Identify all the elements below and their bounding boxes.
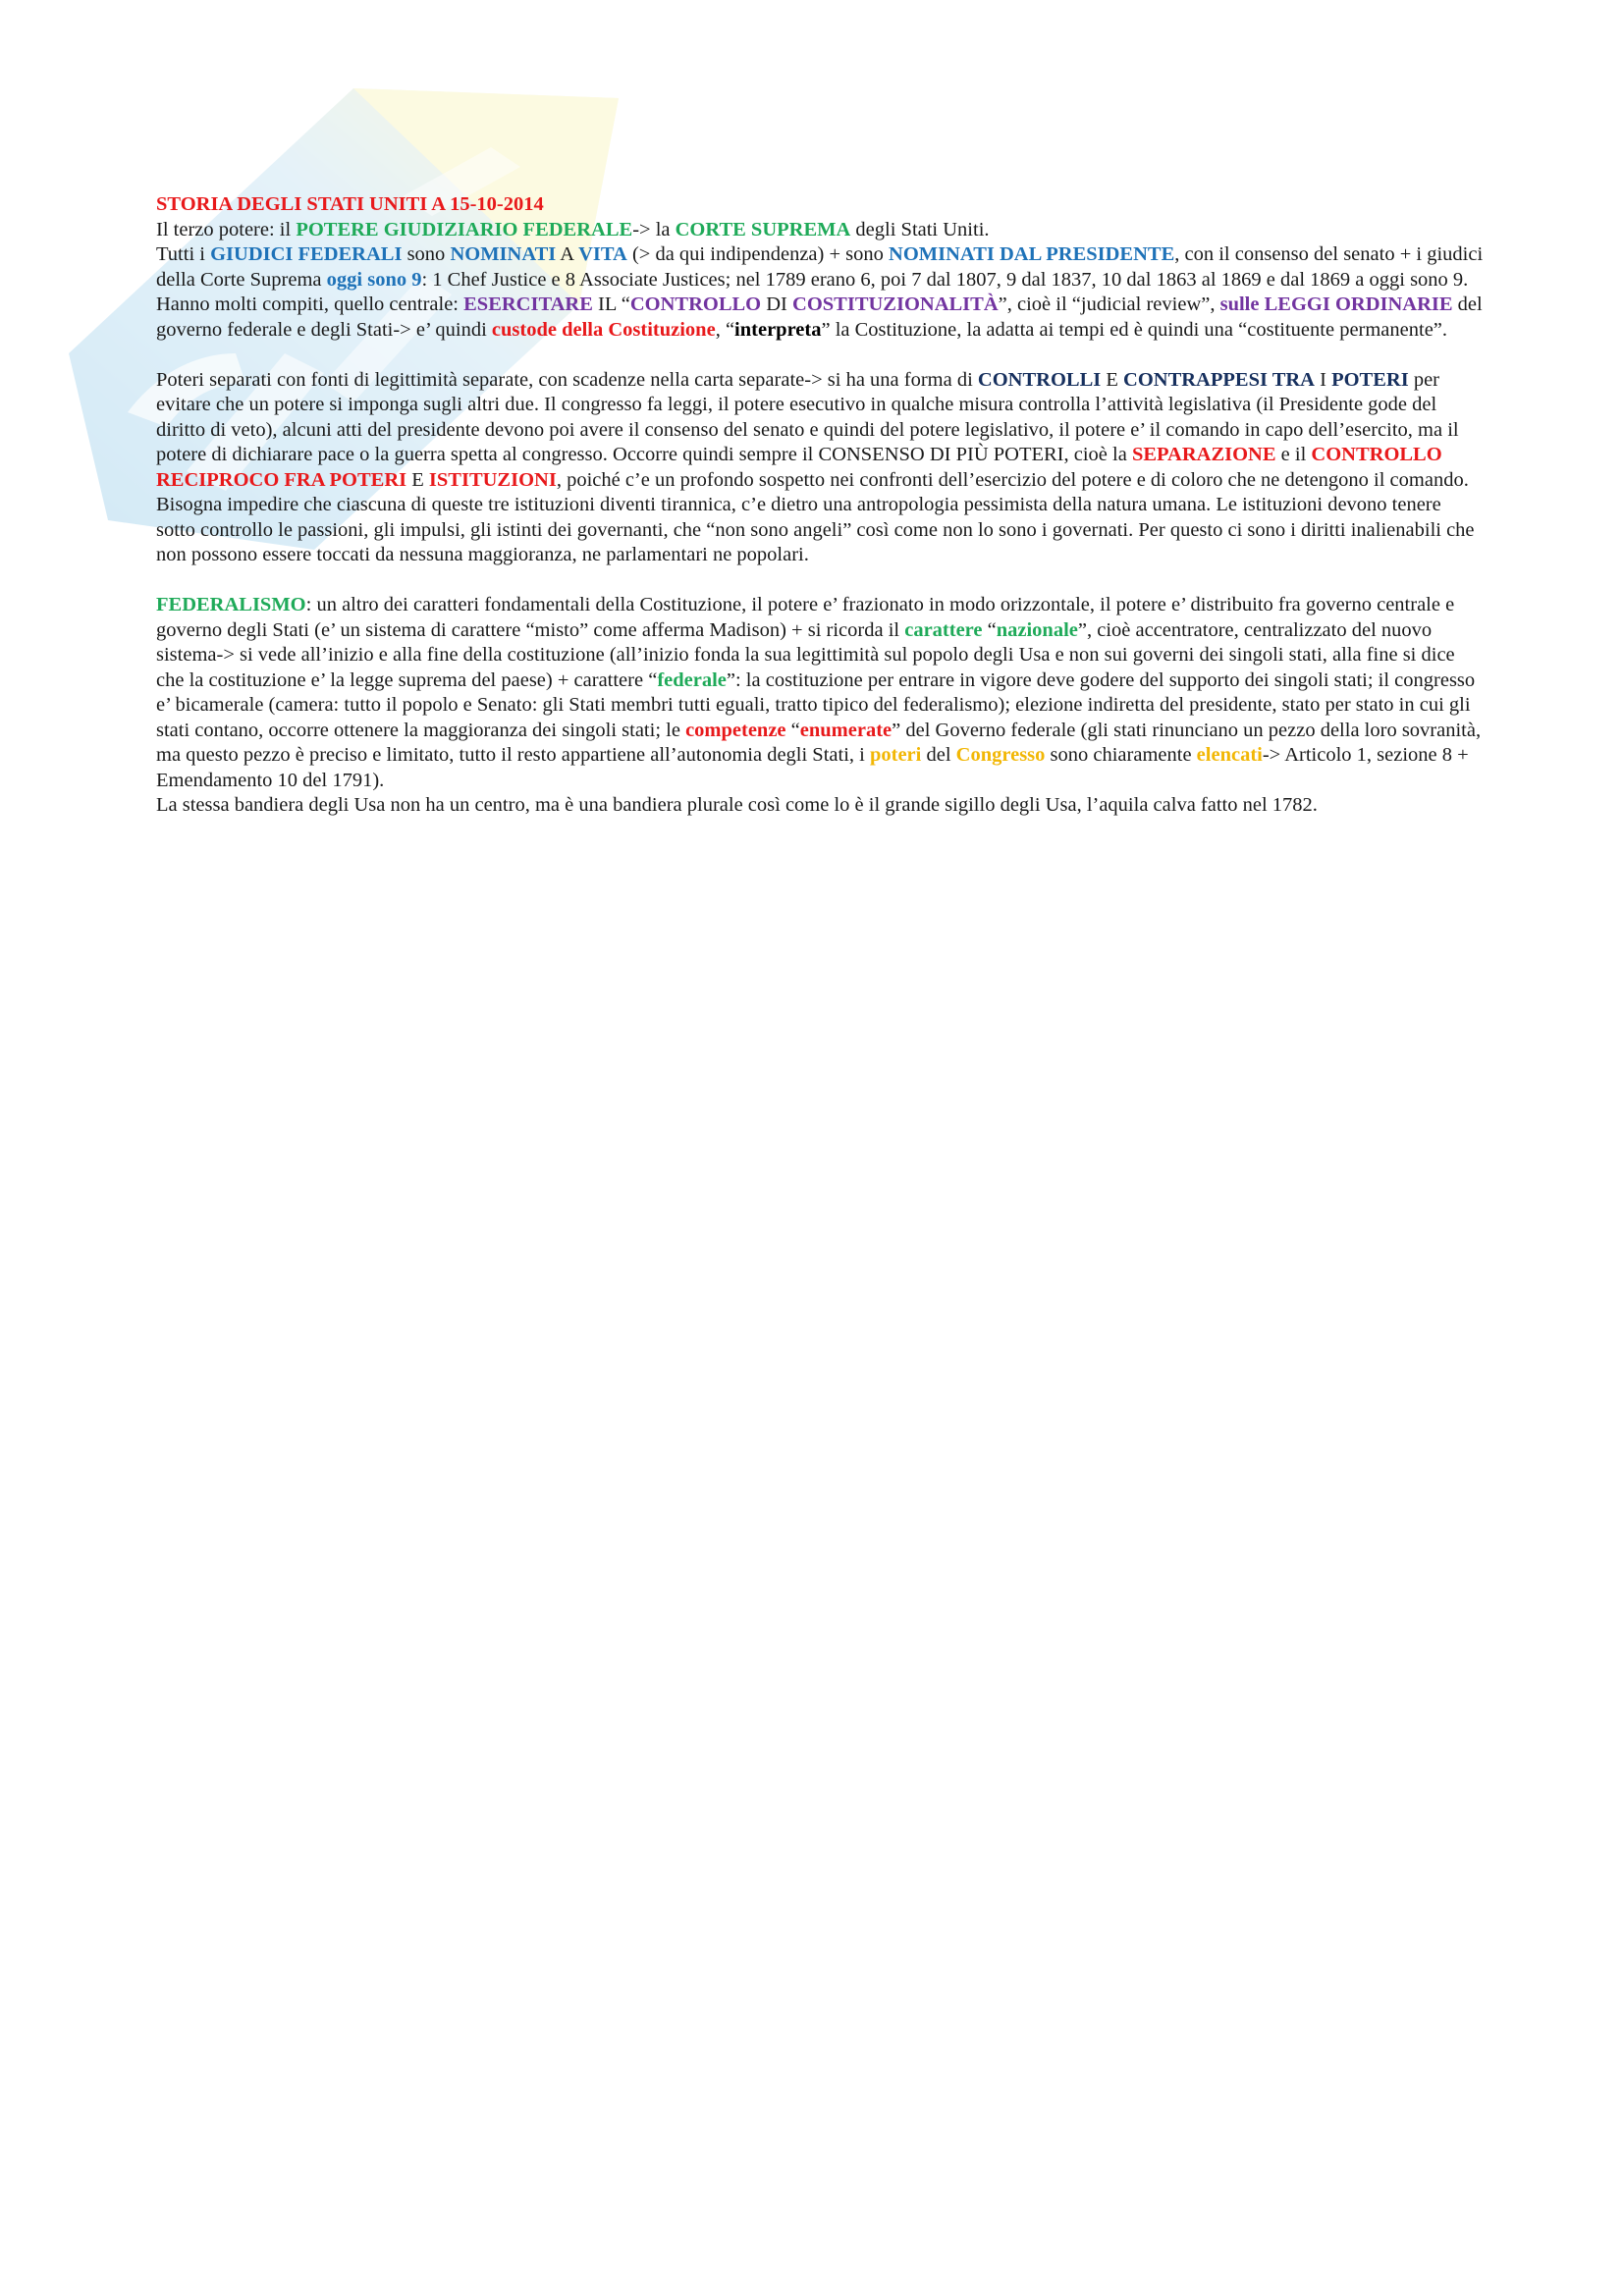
paragraph-separation-of-powers	[156, 368, 1484, 568]
highlight-controllo-reciproco: CONTROLLO RECIPROCO FRA POTERI	[156, 444, 1442, 491]
text-run: -> Articolo 1, sezione 8 + Emendamento 10 del 1791).	[156, 744, 1469, 791]
highlight-elencati: elencati	[1196, 744, 1263, 766]
text-run: : 1 Chef Justice e 8 Associate Justices; nel 1789 erano 6, poi 7 dal 1807, 9 dal 1837, 10 dal 1863 al 1869 e dal 1869 a oggi sono 9.	[421, 268, 1469, 291]
highlight-potere-giudiziario: POTERE GIUDIZIARIO FEDERALE	[296, 218, 633, 240]
paragraph-federal-judges	[156, 242, 1484, 293]
text-run: Hanno molti compiti, quello centrale:	[156, 294, 464, 315]
text-run: Tutti i	[156, 243, 211, 265]
text-run: , “	[715, 318, 735, 341]
highlight-poteri: POTERI	[1331, 368, 1409, 391]
highlight-nominati-presidente: NOMINATI DAL PRESIDENTE	[889, 243, 1175, 265]
highlight-competenze: competenze	[685, 719, 786, 741]
highlight-nominati: NOMINATI	[450, 243, 557, 265]
text-run: DI	[761, 294, 793, 315]
highlight-enumerate: enumerate	[799, 719, 893, 741]
highlight-federale: federale	[657, 668, 727, 691]
highlight-esercitare: ESERCITARE	[463, 294, 593, 315]
highlight-congresso: Congresso	[955, 744, 1046, 766]
paragraph-gap	[156, 568, 1484, 594]
highlight-corte-suprema: CORTE SUPREMA	[675, 218, 851, 240]
text-run: “	[982, 618, 997, 641]
text-run: , con il consenso del senato + i giudici della Corte Suprema	[156, 243, 1484, 291]
highlight-nazionale: nazionale	[996, 618, 1078, 641]
text-run: ”, cioè il “judicial review”,	[998, 294, 1220, 315]
highlight-controlli: CONTROLLI	[977, 368, 1102, 391]
paragraph-federalism	[156, 593, 1484, 793]
text-run: del governo federale e degli Stati-> e’ quindi	[156, 294, 1483, 341]
highlight-leggi-ordinarie: sulle LEGGI ORDINARIE	[1219, 294, 1453, 315]
paragraph-judicial-review	[156, 293, 1484, 343]
highlight-oggi-sono-9: oggi sono 9	[326, 268, 422, 291]
text-run: A	[556, 243, 579, 265]
text-run: , poiché c’e un profondo sospetto nei confronti dell’esercizio del potere e di coloro che ne detengono il comando. Bisogna impedire che ciascuna di queste tre istituzioni diventi tirannica, c’e dietro una antropologia pessimista della natura umana. Le istituzioni devono tenere sotto controllo le passioni, gli impulsi, gli istinti dei governanti, che “non sono angeli” così come non lo sono i governati. Per questo ci sono i diritti inalienabili che non possono essere toccati da nessuna maggioranza, ne parlamentari ne popolari.	[156, 468, 1475, 565]
text-run: E	[1101, 368, 1124, 391]
document-title	[156, 192, 1484, 218]
text-run: ” del Governo federale (gli stati rinunciano un pezzo della loro sovranità, ma questo pezzo è preciso e limitato, tutto il resto appartiene all’autonomia degli Stati, i	[156, 719, 1482, 766]
text-run: Il terzo potere: il	[156, 218, 297, 240]
paragraph-judicial-power	[156, 218, 1484, 243]
highlight-poteri-gold: poteri	[869, 744, 922, 766]
text-run: ” la Costituzione, la adatta ai tempi ed è quindi una “costituente permanente”.	[821, 318, 1448, 341]
text-run: -> la	[632, 218, 676, 240]
title: STORIA DEGLI STATI UNITI A 15-10-2014	[156, 193, 544, 215]
document-body	[156, 192, 1484, 819]
text-run: e il	[1275, 444, 1312, 465]
text-run: La stessa bandiera degli Usa non ha un centro, ma è una bandiera plurale così come lo è il grande sigillo degli Usa, l’aquila calva fatto nel 1782.	[156, 794, 1318, 816]
text-run: Poteri separati con fonti di legittimità separate, con scadenze nella carta separate-> si ha una forma di	[156, 368, 978, 391]
highlight-contrappesi-tra: CONTRAPPESI TRA	[1123, 368, 1315, 391]
text-run: ”, cioè accentratore, centralizzato del nuovo sistema-> si vede all’inizio e alla fine della costituzione (all’inizio fonda la sua legittimità sul popolo degli Usa e non sui governi dei singoli stati, alla fine si dice che la costituzione e’ la legge suprema del paese) + carattere “	[156, 618, 1455, 691]
paragraph-gap	[156, 343, 1484, 368]
highlight-interpreta: interpreta	[734, 318, 822, 341]
highlight-costituzionalita: COSTITUZIONALITÀ	[792, 294, 999, 315]
highlight-istituzioni: ISTITUZIONI	[428, 468, 557, 491]
text-run: E	[406, 468, 429, 491]
highlight-carattere: carattere	[904, 618, 983, 641]
text-run: : un altro dei caratteri fondamentali della Costituzione, il potere e’ frazionato in modo orizzontale, il potere e’ distribuito fra governo centrale e governo degli Stati (e’ un sistema di carattere “misto” come afferma Madison) + si ricorda il	[156, 594, 1455, 641]
text-run: “	[785, 719, 800, 741]
text-run: sono chiaramente	[1045, 744, 1197, 766]
text-run: (> da qui indipendenza) + sono	[626, 243, 890, 265]
highlight-custode-costituzione: custode della Costituzione	[491, 318, 716, 341]
highlight-giudici-federali: GIUDICI FEDERALI	[210, 243, 403, 265]
highlight-federalismo: FEDERALISMO	[156, 594, 306, 615]
text-run: sono	[402, 243, 451, 265]
highlight-controllo: CONTROLLO	[629, 294, 762, 315]
highlight-vita: VITA	[578, 243, 627, 265]
text-run: ”: la costituzione per entrare in vigore deve godere del supporto dei singoli stati; il congresso e’ bicamerale (camera: tutto il popolo e Senato: gli Stati membri tutti eguali, tratto tipico del federalismo); elezione indiretta del presidente, stato per stato in cui gli stati contano, occorre ottenere la maggioranza dei singoli stati; le	[156, 668, 1476, 741]
text-run: I	[1315, 368, 1332, 391]
text-run: del	[921, 744, 956, 766]
text-run: IL “	[592, 294, 630, 315]
text-run: per evitare che un potere si imponga sugli altri due. Il congresso fa leggi, il potere esecutivo in qualche misura controlla l’attività legislativa (il Presidente gode del diritto di veto), alcuni atti del presidente devono poi avere il consenso del senato e quindi del potere legislativo, il potere e’ il comando in capo dell’esercito, ma il potere di dichiarare pace o la guerra spetta al congresso. Occorre quindi sempre il CONSENSO DI PIÙ POTERI, cioè la	[156, 368, 1459, 465]
paragraph-flag	[156, 793, 1484, 819]
highlight-separazione: SEPARAZIONE	[1131, 444, 1276, 465]
text-run: degli Stati Uniti.	[850, 218, 990, 240]
